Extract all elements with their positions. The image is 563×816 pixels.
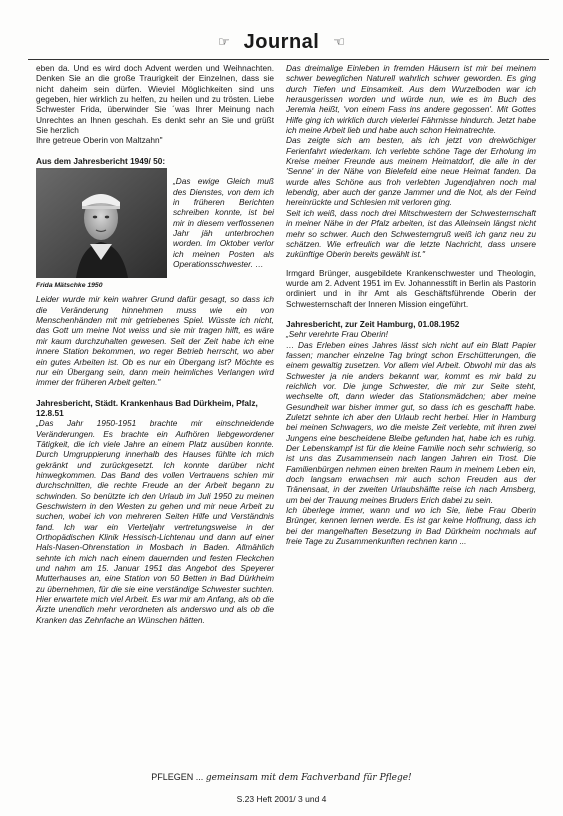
report-1952: … Das Erleben eines Jahres lässt sich nicht auf ein Blatt Papier fassen; mancher einzelne Tag bringt schon Erschütterungen, die einem gewaltig zusetzen. Vor allem viel Arbeit. Obwohl mir das als Schwester ja nie anders bekannt war, kommt es mir bald zu reichlich vor. Die junge Schwester, die mir zur Seite steht, wechselte oft, dann wieder das Stationsmädchen; aber meine Gesundheit war bisher immer gut, so dass ich es geschafft habe. Zuletzt sehnte ich aber den Urlaub recht herbei. Hier in Hamburg bei meinen Schwagers, wo die meiste Zeit verlebte, mit ihren zwei Jungens eine bescheidene Bleibe gefunden hat, habe ich es ruhig. Der Lebenskampf ist für die kleine Familie noch sehr schwierig, so ist uns das Zusammensein nach langen Jahren ein Trost. Die Familienbürgen nehmen einen breiten Raum in meinem Leben ein, doch langsam erwachsen mir auch schon Freuden aus der Tränensaat, in der zweiten Urlaubshälfte reise ich nach Amsberg, um bei der Trauung meines Bruders Erich dabei zu sein. [286, 339, 536, 505]
pointing-hand-left-icon: ☞ [217, 34, 230, 50]
portrait-photo [36, 168, 167, 291]
section-heading-1951: Jahresbericht, Städt. Krankenhaus Bad Dürkheim, Pfalz, 12.8.51 [36, 397, 258, 418]
report-1951: „Das Jahr 1950-1951 brachte mir einschneidende Veränderungen. Es brachte ein Aufhören liebgewordener Tätigkeit, die ich viele Jahre an einem Platz ausüben konnte. Durch Umgruppierung innerhalb des Hauses fühlte ich mich gekränkt und zurückgesetzt. Ich konnte darüber nicht hinwegkommen. Das Band des vollen Vertrauens schien mir durchschnitten, die rechte Freude an der Arbeit begann zu schwinden. So benützte ich den Urlaub im Juli 1950 zu meinen Geschwistern in den Westen zu gehen und mir neue Arbeit zu suchen, wobei ich von mehreren Seiten Hilfe und Verständnis fand. Ich war ein Vierteljahr vertretungsweise in der Orthopädischen Klinik Hessisch-Lichtenau und dann auf einer Hals-Nasen-Ohrenstation in Mosbach in Baden. Allmählich sehnte ich mich nach einem dauernden und festen Fleckchen und nahm am 15. Januar 1951 das Angebot des Speyerer Mutterhauses an, eine Station von 50 Betten in Bad Dürkheim zu übernehmen, für die sie eine verständige Schwester suchten. Hier erwartete mich viel Arbeit. Es war mir am Anfang, als ob die Ärzte unendlich mehr verordneten als anderswo und als ob die Kranken das Zehnfache an Wünschen hätten. [36, 418, 274, 625]
signature-line: Ihre getreue Oberin von Maltzahn" [36, 135, 163, 146]
right-column [286, 63, 536, 546]
page-header [0, 28, 563, 56]
bruenger-paragraph: Irmgard Brünger, ausgebildete Krankenschwester und Theologin, wurde am 2. Advent 1951 im Ev. Johannesstift in Berlin als Pastorin ordiniert und in ihr Amt als Geschäftsführende Oberin der Schwesternschaft der Inneren Mission eingeführt. [286, 267, 536, 309]
footer-motto [0, 772, 563, 783]
footer-handwritten-motto: gemeinsam mit dem Fachverband für Pflege! [205, 773, 412, 783]
section-heading-1949: Aus dem Jahresbericht 1949/ 50: [36, 155, 166, 166]
report-excerpt-1949: „Das ewige Gleich muß des Dienstes, von dem ich in früheren Berichten schreiben konnte, ist bei mir in diesem verflossenen Jahr jäh unterbrochen worden. Im Oktober verlor ich meinen Posten als Operationsschwester. … [173, 176, 274, 270]
intro-paragraph: eben da. Und es wird doch Advent werden und Weihnachten. Denken Sie an die große Traurigkeit der Einzelnen, dass sie nicht daheim sein dürfen. Wieviel Möglichkeiten sind uns gegeben, hier wirklich zu helfen, zu heilen und zu trösten. Liebe Schwester Frida, überwinder Sie ´was Ihrer Meinung nach Unrechtes an Ihnen geschah. Es denkt sehr an Sie und grüßt Sie herzlich [36, 63, 274, 136]
report-1951-continued-3: Seit ich weiß, dass noch drei Mitschwestern der Schwesternschaft in meiner Nähe in der Pfalz arbeiten, ist das Alleinsein längst nicht mehr so schwer. Auch den Schwesterngruß weiß ich ganz neu zu schätzen. Wie erfreulich war die letzte Nachricht, dass unsere zukünftige Oberin bereits gewählt ist." [286, 207, 536, 260]
portrait-image [36, 168, 167, 278]
section-heading-1952: Jahresbericht, zur Zeit Hamburg, 01.08.1952 [286, 318, 460, 329]
left-column [36, 63, 274, 625]
footer-pflegen: PFLEGEN ... [151, 772, 204, 782]
photo-caption: Frida Mätschke 1950 [36, 282, 103, 290]
letter-salutation: „Sehr verehrte Frau Oberin! [286, 329, 388, 340]
report-1951-continued-1: Das dreimalige Einleben in fremden Häusern ist mir bei meinem schwer beweglichen Naturell wahrlich schwer geworden. Es ging durch Tiefen und Einsamkeit. Aus dem Wurzelboden war ich herausgerissen worden und würde nun, wie es im Buch des Jeremia heißt, 'von einem Fass ins andere gegossen'. Mit Gottes Hilfe ging ich wirklich durch vielerlei Fährnisse hindurch. Jetzt habe ich meine Arbeit lieb und habe auch schon Heimatrechte. [286, 63, 536, 136]
report-1952-closing: Ich überlege immer, wann und wo ich Sie, liebe Frau Oberin Brünger, kennen lernen werde. Es ist gar keine Hoffnung, dass ich bei der mangelhaften Besetzung in Bad Dürkheim nochmals auf freie Tage zu Zusammenkunften rechnen kann ... [286, 505, 536, 547]
page-title: Journal [243, 30, 320, 53]
pointing-hand-right-icon: ☜ [333, 34, 346, 50]
report-1951-continued-2: Das zeigte sich am besten, als ich jetzt von dreiwöchiger Ferienfahrt wiederkam. Ich verlebte schöne Tage der Erholung im Kreise meiner Freunde aus meinem Heimatdorf, die alle in der 'Senne' in der Nähe von Bielefeld eine neue Heimat fanden. Da wurde alles Schöne aus froh verlebten Jugendjahren noch mal lebendig, aber auch der ganze Jammer und die Not, als der Feind hereinrückte und Schlesien mit verloren ging. [286, 135, 536, 208]
page-number: S.23 Heft 2001/ 3 und 4 [236, 794, 327, 804]
report-continuation-1949: Leider wurde mir kein wahrer Grund dafür gesagt, so dass ich die Veränderung hinnehmen muss wie ein von Menschenhänden mit mir getriebenes Spiel. Wüsste ich nicht, das Gott um meine Not weiss und sie mir tragen hilft, es wäre mir kaum durchzuhalten gewesen. Seit der Zeit habe ich eine innere Station bekommen, wo reger Betrieb herrscht, wo aber ein gutes Arbeiten ist. Ob es nur ein Übergang ist? Möchte es nur ein Übergang sein, dann mein heimliches Verlangen wird immer der früheren Arbeit gelten." [36, 294, 274, 388]
photo-block [36, 168, 274, 291]
header-rule [28, 59, 549, 60]
